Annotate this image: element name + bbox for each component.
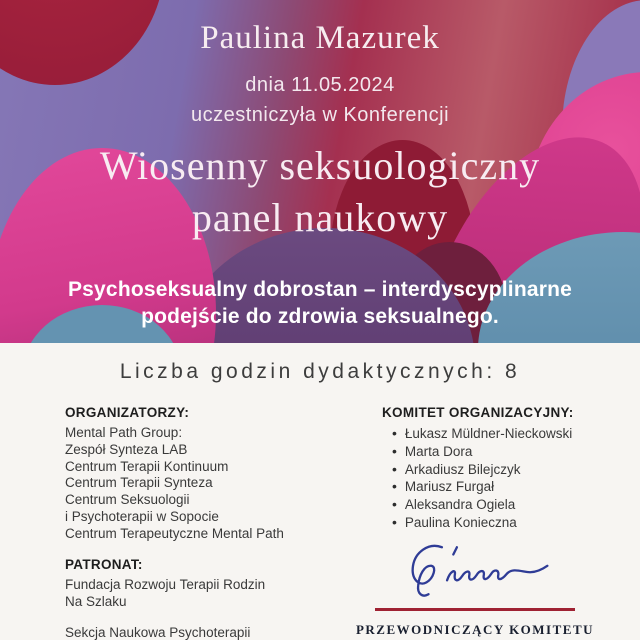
signature [390,540,560,602]
conference-subtitle [0,276,640,330]
conference-title-line2: panel naukowy [191,195,449,240]
bullet-icon: • [392,496,397,513]
committee-member-name: Mariusz Furgał [404,479,495,495]
organizer-item: Mental Path Group: [65,425,183,440]
date-line: dnia 11.05.2024 [245,74,395,96]
committee-member [392,461,574,479]
scientific-section-line: Sekcja Naukowa Psychoterapii [65,624,251,640]
bullet-icon: • [392,513,397,530]
committee-member-name: Marta Dora [404,443,473,459]
organizer-item: Centrum Terapii Kontinuum [65,458,229,474]
organizer-item: Centrum Terapii Synteza [65,475,213,491]
conference-title [0,140,640,244]
patronage-line: Fundacja Rozwoju Terapii Rodzin [65,577,266,592]
committee-member [392,496,574,514]
committee-heading: KOMITET ORGANIZACYJNY: [382,405,574,420]
signatory-role-label: PRZEWODNICZĄCY KOMITETU [355,622,595,637]
patronage-line: Na Szlaku [65,593,127,609]
committee-list [382,425,574,532]
bullet-icon: • [392,425,397,441]
conference-title-line1: Wiosenny seksuologiczny [99,143,541,188]
hours-line: Liczba godzin dydaktycznych: 8 [119,360,521,383]
committee-member-name: Aleksandra Ogiela [404,497,516,513]
committee-member [392,425,574,443]
committee-member [392,514,574,532]
organizer-item: Centrum Terapeutyczne Mental Path [65,525,284,541]
bullet-icon: • [392,460,397,477]
organizers-section [65,404,284,543]
conference-subtitle-line2: podejście do zdrowia seksualnego. [141,305,499,328]
bullet-icon: • [392,442,397,459]
signature-divider-line [375,608,575,611]
committee-section [382,404,574,532]
organizer-item: i Psychoterapii w Sopocie [65,508,219,524]
committee-member-name: Arkadiusz Bilejczyk [404,461,521,477]
signature-block [355,540,595,638]
committee-member-name: Łukasz Müldner-Nieckowski [404,426,573,441]
patronage-heading: PATRONAT: [65,557,143,572]
committee-member [392,443,574,461]
committee-member-name: Paulina Konieczna [404,514,517,530]
recipient-name: Paulina Mazurek [200,20,440,56]
organizers-heading: ORGANIZATORZY: [65,405,190,420]
bullet-icon: • [392,478,397,495]
organizer-item: Centrum Seksuologii [65,492,190,508]
organizer-item: Zespół Synteza LAB [65,441,188,457]
participation-line: uczestniczyła w Konferencji [190,104,450,126]
committee-member [392,478,574,496]
conference-subtitle-line1: Psychoseksualny dobrostan – interdyscyplinarne [67,278,573,301]
patronage-section [65,556,265,640]
